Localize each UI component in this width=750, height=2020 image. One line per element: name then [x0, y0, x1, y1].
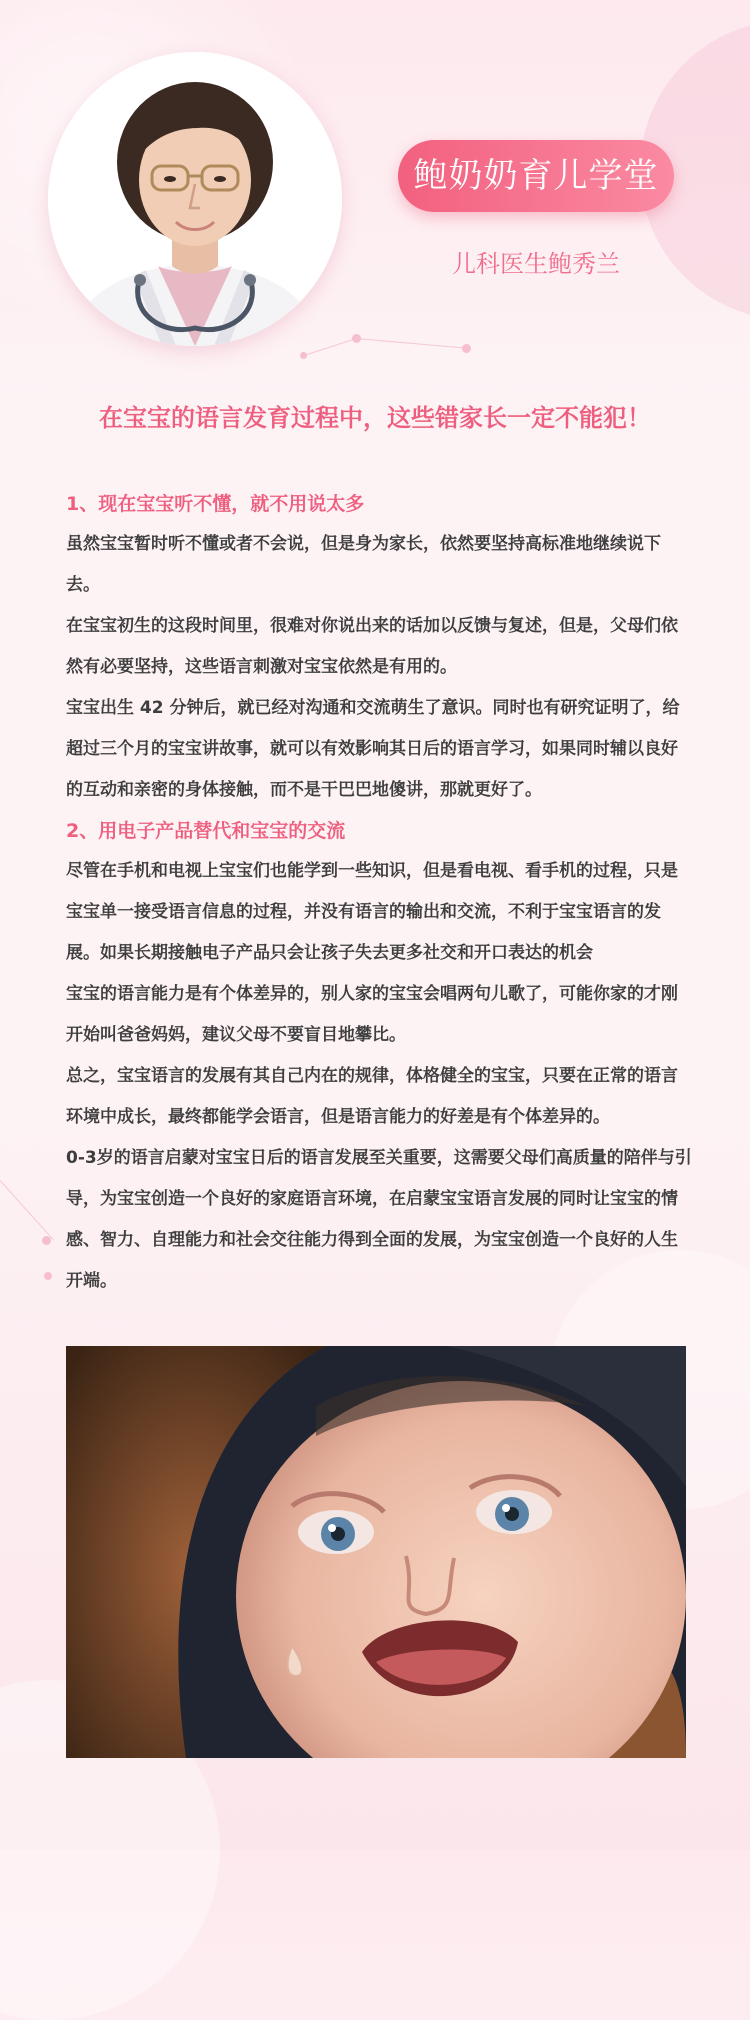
paragraph: 总之，宝宝语言的发展有其自己内在的规律，体格健全的宝宝，只要在正常的语言环境中成长，最终都能学会语言，但是语言能力的好差是有个体差异的。 — [66, 1066, 678, 1127]
decorative-dot — [352, 334, 361, 343]
paragraph: 尽管在手机和电视上宝宝们也能学到一些知识，但是看电视、看手机的过程，只是宝宝单一接受语言信息的过程，并没有语言的输出和交流，不利于宝宝语言的发展。如果长期接触电子产品只会让孩子失去更多社交和开口表达的机会 — [66, 861, 678, 963]
crying-baby-photo — [66, 1346, 686, 1758]
decorative-line — [0, 1180, 54, 1240]
decorative-line — [304, 338, 357, 356]
doctor-portrait — [48, 52, 342, 346]
decorative-dot — [44, 1272, 52, 1280]
decorative-line — [356, 338, 468, 349]
article-headline: 在宝宝的语言发育过程中，这些错家长一定不能犯！ — [99, 404, 651, 432]
paragraph: 宝宝出生 42 分钟后，就已经对沟通和交流萌生了意识。同时也有研究证明了，给超过三个月的宝宝讲故事，就可以有效影响其日后的语言学习，如果同时辅以良好的互动和亲密的身体接触，而不是干巴巴地傻讲，那就更好了。 — [66, 698, 680, 800]
brand-badge: 鲍奶奶育儿学堂 — [398, 140, 674, 212]
paragraph: 在宝宝初生的这段时间里，很难对你说出来的话加以反馈与复述，但是，父母们依然有必要坚持，这些语言刺激对宝宝依然是有用的。 — [66, 616, 678, 677]
paragraph: 0-3岁的语言启蒙对宝宝日后的语言发展至关重要，这需要父母们高质量的陪伴与引导，为宝宝创造一个良好的家庭语言环境，在启蒙宝宝语言发展的同时让宝宝的情感、智力、自理能力和社会交往能力得到全面的发展，为宝宝创造一个良好的人生开端。 — [66, 1148, 692, 1291]
decorative-dot — [462, 344, 471, 353]
article-body — [66, 484, 692, 1302]
decorative-dot — [300, 352, 307, 359]
doctor-title: 儿科医生鲍秀兰 — [452, 250, 620, 278]
section-title: 1、现在宝宝听不懂，就不用说太多 — [66, 493, 365, 515]
paragraph: 虽然宝宝暂时听不懂或者不会说，但是身为家长，依然要坚持高标准地继续说下去。 — [66, 534, 661, 595]
paragraph: 宝宝的语言能力是有个体差异的，别人家的宝宝会唱两句儿歌了，可能你家的才刚开始叫爸爸妈妈，建议父母不要盲目地攀比。 — [66, 984, 678, 1045]
section-title: 2、用电子产品替代和宝宝的交流 — [66, 820, 346, 842]
